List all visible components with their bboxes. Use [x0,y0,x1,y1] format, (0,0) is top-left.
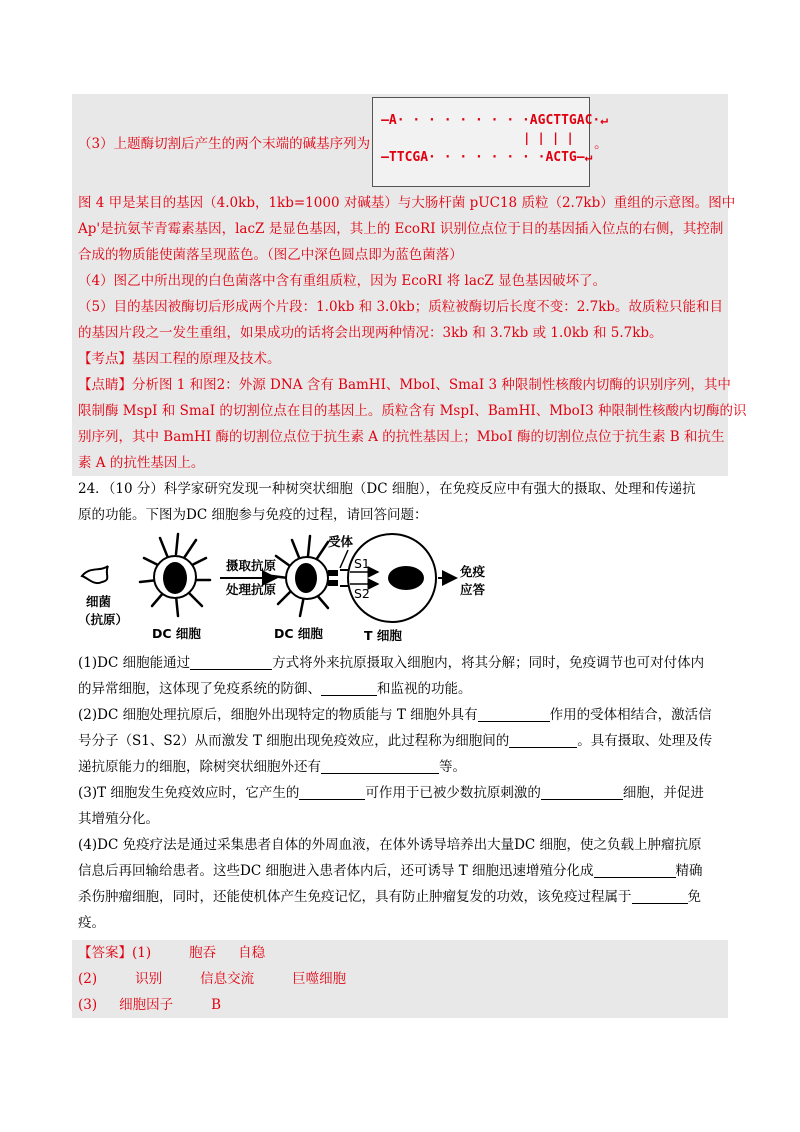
sequence-bottom-strand: —TTCGA· · · · · · · ·ACTG—↵ [381,150,593,165]
q24-part1-line-2 [78,676,728,702]
solution-block-23 [72,94,747,476]
q24-part3-line-2: 其增殖分化。 [78,811,159,827]
answer-row-1-num: (1) [132,945,152,961]
q24-part2-line-2 [78,728,728,754]
process-label-top: 摄取抗原 [226,558,277,573]
dc-cell-1-icon [140,534,210,616]
q24-part4-text-e: 免 [687,889,701,905]
q5-answer-line-2: 的基因片段之一发生重组，如果成功的话将会出现两种情况：3kb 和 3.7kb 或 1.0kb 和 5.7kb。 [78,325,663,341]
q24-part4-line-3 [78,884,728,910]
kaodian: 【考点】基因工程的原理及技术。 [78,351,281,367]
q5-answer-line-1: （5）目的基因被酶切后形成两个片段：1.0kb 和 3.0kb；质粒被酶切后长度不变：2.7kb。故质粒只能和目 [78,299,724,315]
q4-answer: （4）图乙中所出现的白色菌落中含有重组质粒，因为 EcoRI 将 lacZ 显色基因破坏了。 [78,273,607,289]
dc-cell-1-label: DC 细胞 [152,626,201,641]
q24-part4-line-2 [78,858,728,884]
q24-stem-line-1: 24．（10 分）科学家研究发现一种树突状细胞（DC 细胞），在免疫反应中有强大的摄取、处理和传递抗 [78,481,696,497]
answer-blank-7[interactable] [541,783,623,800]
t-cell-icon [340,534,436,622]
dianjing-line-4: 素 A 的抗性基因上。 [78,455,205,471]
answer-blank-1[interactable] [190,653,272,670]
receptor-label: 受体 [328,534,354,549]
effect-label-bottom: 应答 [460,582,486,597]
q24-part4-text-b: 信息后再回输给患者。这些DC 细胞进入患者体内后，还可诱导 T 细胞迅速增殖分化成 [78,863,594,879]
q24-part2-text-b: 作用的受体相结合，激活信 [549,707,712,723]
process-label-bottom: 处理抗原 [226,582,277,597]
dc-cell-2-label: DC 细胞 [274,626,323,641]
answer-blank-9[interactable] [632,887,688,904]
fig4-line-3: 合成的物质能使菌落呈现蓝色。（图乙中深色圆点即为蓝色菌落） [78,247,463,263]
q24-part4-text-c: 精确 [675,863,703,879]
q24-part1-line-1 [78,650,728,676]
dianjing-line-3: 别序列，其中 BamHI 酶的切割位点位于抗生素 A 的抗性基因上；MboI 酶的切割位点位于抗生素 B 和抗生 [78,429,725,445]
s2-label: S2 [354,586,370,601]
answer-2-1: 识别 [135,971,163,987]
effect-label-top: 免疫 [460,564,486,579]
answer-1-2: 自稳 [238,945,266,961]
q24-part2-text-c: 号分子（S1、S2）从而激发 T 细胞出现免疫效应，此过程称为细胞间的 [78,733,510,749]
q24-part2-text-f: 等。 [439,759,466,775]
q24-part3-line-1 [78,780,728,806]
answer-blank-6[interactable] [299,783,365,800]
fig4-line-2: Ap'是抗氨苄青霉素基因，lacZ 是显色基因，其上的 EcoRI 识别位点位于目的基因插入位点的右侧，其控制 [78,221,724,237]
page-content [72,94,747,1018]
answer-1-1: 胞吞 [189,945,217,961]
q24-part2-line-3 [78,754,728,780]
dc-cell-immune-figure [78,532,728,644]
answer-blank-2[interactable] [321,679,377,696]
answer-row-2-num: (2) [78,971,98,987]
answer-row-1 [78,940,728,966]
sequence-top-strand: —A· · · · · · · · ·AGCTTGAC·↵ [381,113,609,128]
answer-2-3: 巨噬细胞 [292,971,347,987]
dianjing-line-2: 限制酶 MspI 和 SmaI 的切割位点在目的基因上。质粒含有 MspI、BamHI、MboI3 种限制性核酸内切酶的识 [78,403,747,419]
t-cell-label: T 细胞 [364,628,402,643]
bacteria-icon [82,566,108,583]
base-sequence-figure [372,97,609,187]
q24-part2-text-e: 递抗原能力的细胞，除树突状细胞外还有 [78,759,321,775]
answer-3-2: B [211,997,222,1013]
q24-part1-text-b: 方式将外来抗原摄取入细胞内，将其分解；同时，免疫调节也可对付体内 [272,655,705,671]
q3-end: 。 [594,136,608,152]
q24-part1-text-c: 的异常细胞，这体现了免疫系统的防御、 [78,681,321,697]
answer-row-3-num: (3) [78,997,98,1013]
q24-part1-text-d: 和监视的功能。 [377,681,472,697]
receptor-pointer [340,550,348,568]
answer-blank-5[interactable] [321,757,439,774]
q24-part3-text-c: 细胞，并促进 [622,785,704,801]
fig4-line-1: 图 4 甲是某目的基因（4.0kb，1kb=1000 对碱基）与大肠杆菌 pUC18 质粒（2.7kb）重组的示意图。图中 [78,195,736,211]
answer-2-2: 信息交流 [200,971,255,987]
q24-part4-text-d: 杀伤肿瘤细胞，同时，还能使机体产生免疫记忆，具有防止肿瘤复发的功效，该免疫过程属于 [78,889,632,905]
answer-label: 【答案】 [78,945,132,961]
q24-part3-text-a: (3)T 细胞发生免疫效应时，它产生的 [78,785,300,801]
answer-block-24 [72,940,728,1018]
answer-3-1: 细胞因子 [119,997,174,1013]
answer-blank-3[interactable] [478,705,550,722]
q24-stem-line-2: 原的功能。下图为DC 细胞参与免疫的过程，请回答问题： [78,507,428,523]
q24-part1-text-a: (1)DC 细胞能通过 [78,655,191,671]
q24-part2-line-1 [78,702,728,728]
sequence-pair-marks: | | | | [523,131,574,145]
q24-part4-line-1: (4)DC 免疫疗法是通过采集患者自体的外周血液，在体外诱导培养出大量DC 细胞，使之负载上肿瘤抗原 [78,837,702,853]
q3-text: （3）上题酶切割后产生的两个末端的碱基序列为 [78,136,371,152]
bacteria-label: 细菌 [86,594,112,609]
s1-label: S1 [354,556,370,571]
dianjing-line-1: 【点睛】分析图 1 和图2：外源 DNA 含有 BamHI、MboI、SmaI 3 种限制性核酸内切酶的识别序列，其中 [78,377,731,393]
answer-row-3 [78,992,728,1018]
q3-row [72,94,728,190]
q24-part2-text-d: 。具有摄取、处理及传 [577,733,713,749]
question-24 [72,476,728,936]
q24-part4-line-4: 疫。 [78,915,105,931]
answer-row-2 [78,966,728,992]
q24-part3-text-b: 可作用于已被少数抗原刺激的 [365,785,541,801]
answer-blank-4[interactable] [509,731,577,748]
q24-part2-text-a: (2)DC 细胞处理抗原后，细胞外出现特定的物质能与 T 细胞外具有 [78,707,478,723]
antigen-label: （抗原） [78,612,129,627]
answer-blank-8[interactable] [594,861,676,878]
